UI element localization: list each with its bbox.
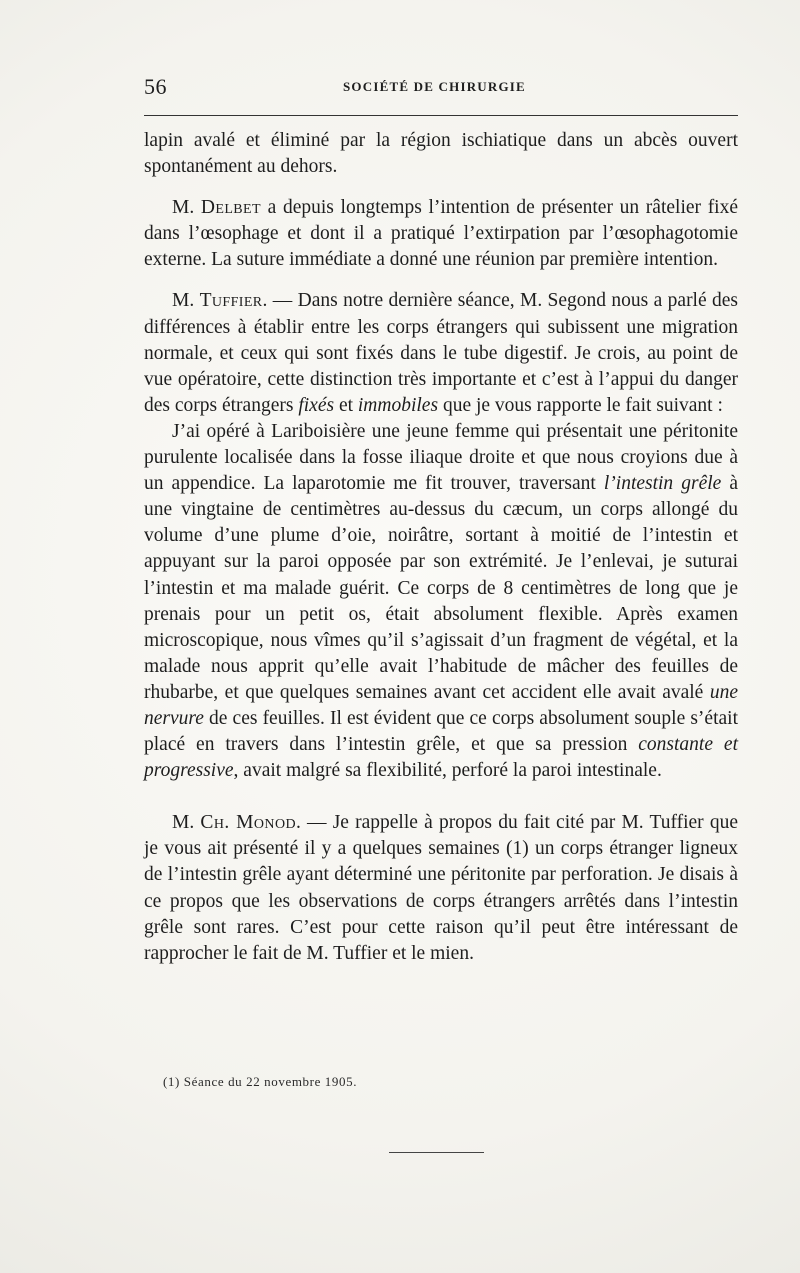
speaker-prefix: M. <box>172 290 200 312</box>
paragraph-text: lapin avalé et éliminé par la région ischiatique dans un abcès ouvert spontanément au dehors. <box>144 130 738 178</box>
running-title: SOCIÉTÉ DE CHIRURGIE <box>343 79 526 94</box>
paragraph-text: à une vingtaine de centimètres au-dessus du cæcum, un corps allongé du volume d’une plume d’oie, noirâtre, sortant à moitié de l’intestin et appuyant sur la paroi opposée par son extrémité. Je l’enlevai, je suturai l’intestin et ma malade guérit. Ce corps de 8 centimètres de long que je prenais pour un petit os, était absolument flexible. Après examen microscopique, nous vîmes qu’il s’agissait d’un fragment de végétal, et la malade nous apprit qu’elle avait l’habitude de mâcher des feuilles de rhubarbe, et que quelques semaines avant cet accident elle avait avalé <box>144 473 738 703</box>
paragraph-text: J’ai opéré à Lariboisière une jeune femme qui présentait une péritonite purulente localisée dans la fosse iliaque droite et que nous croyions due à un appendice. La laparotomie me fit trouver, traversant <box>144 420 738 495</box>
emphasis-text: immobiles <box>357 394 439 416</box>
paragraph-tuffier <box>144 288 738 418</box>
paragraph-delbet <box>144 195 738 273</box>
body-text <box>144 128 738 967</box>
paragraph-text: . — Dans notre dernière séance, M. Segond nous a parlé des différences à établir entre les corps étrangers qui subissent une migration normale, et ceux qui sont fixés dans le tube digestif. Je crois, au point de vue opératoire, cette distinction très importante et c’est à l’appui du danger des corps étrangers <box>144 290 738 416</box>
speaker-prefix: M. <box>172 197 201 219</box>
speaker-prefix: M. <box>172 812 201 834</box>
paragraph-gap <box>144 180 738 195</box>
header-rule <box>144 115 738 116</box>
emphasis-text: fixés <box>298 394 335 416</box>
emphasis-text: constante et progressive <box>144 734 738 782</box>
footnote: (1) Séance du 22 novembre 1905. <box>163 1074 358 1089</box>
paragraph-text: . — Je rappelle à propos du fait cité par M. Tuffier que je vous ait présenté il y a quelques semaines (1) un corps étranger ligneux de l’intestin grêle ayant déterminé une péritonite par perforation. Je disais à ce propos que les observations de corps étrangers arrêtés dans l’intestin grêle sont rares. C’est pour cette raison qu’il peut être intéressant de rapprocher le fait de M. Tuffier et le mien. <box>144 812 739 964</box>
emphasis-text: l’intestin grêle <box>603 473 722 495</box>
paragraph-text: , avait malgré sa flexibilité, perforé la paroi intestinale. <box>233 760 662 782</box>
speaker-name: Ch. Monod <box>200 812 296 834</box>
end-rule <box>389 1152 484 1153</box>
paragraph-text: que je vous rapporte le fait suivant : <box>438 394 723 416</box>
paragraph-text: a depuis longtemps l’intention de présenter un râtelier fixé dans l’œsophage et dont il a pratiqué l’extirpation par l’œsophagotomie externe. La suture immédiate a donné une réunion par première intention. <box>144 197 739 271</box>
page-number: 56 <box>144 74 167 99</box>
paragraph-text: de ces feuilles. Il est évident que ce corps absolument souple s’était placé en travers dans l’intestin grêle, et que sa pression <box>144 707 738 756</box>
paragraph-monod <box>144 810 738 967</box>
paragraph-gap <box>144 273 738 288</box>
page-header <box>144 74 738 104</box>
speaker-name: Delbet <box>200 197 261 219</box>
paragraph-text: et <box>334 394 358 416</box>
paragraph-gap <box>144 784 738 810</box>
paragraph-continuation <box>144 128 738 180</box>
speaker-name: Tuffier <box>199 290 263 312</box>
paragraph-case-report <box>144 419 738 784</box>
emphasis-text: une nervure <box>144 681 738 729</box>
